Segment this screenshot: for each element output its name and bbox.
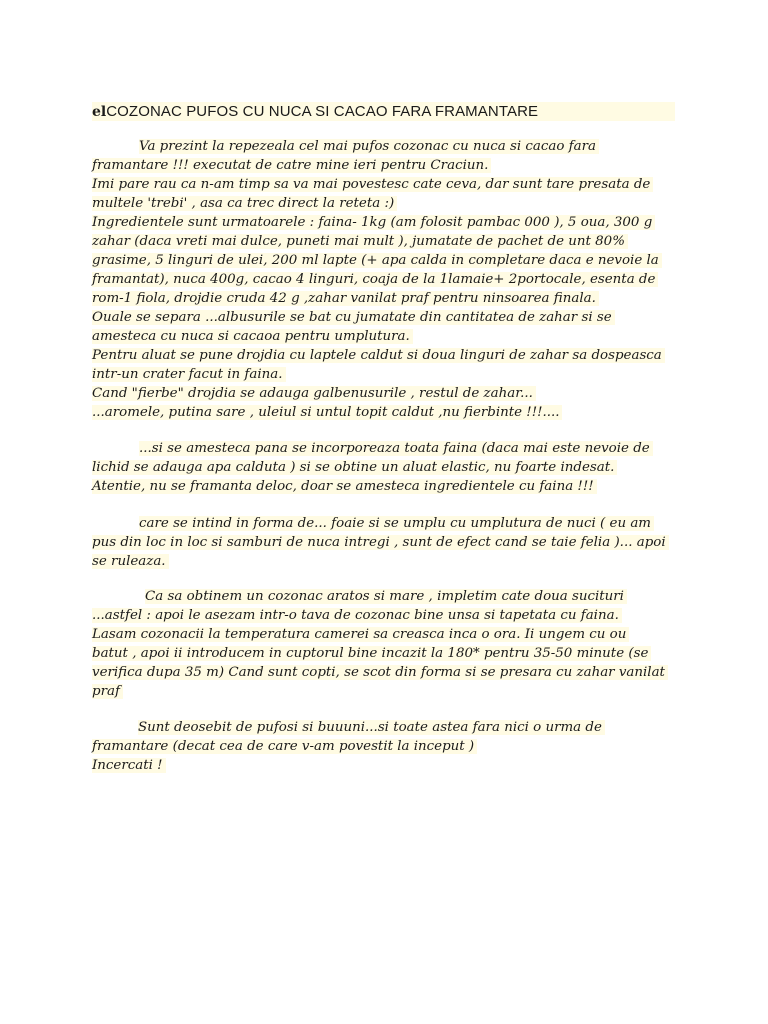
text-line: verifica dupa 35 m) Cand sunt copti, se scot din forma si se presara cu zahar vanilat — [92, 663, 692, 682]
text-line: framantare !!! executat de catre mine ieri pentru Craciun. — [92, 156, 692, 175]
text-line: amesteca cu nuca si cacaoa pentru umplutura. — [92, 327, 692, 346]
text-line: lichid se adauga apa calduta ) si se obtine un aluat elastic, nu foarte indesat. — [92, 458, 692, 477]
text-line: framantare (decat cea de care v-am povestit la inceput ) — [92, 737, 692, 756]
text-line: multele 'trebi' , asa ca trec direct la reteta :) — [92, 194, 692, 213]
text-line: Incercati ! — [92, 756, 692, 775]
text-line: Imi pare rau ca n-am timp sa va mai povestesc cate ceva, dar sunt tare presata de — [92, 175, 692, 194]
text-line: Sunt deosebit de pufosi si buuuni...si toate astea fara nici o urma de — [92, 718, 692, 737]
text-line: zahar (daca vreti mai dulce, puneti mai mult ), jumatate de pachet de unt 80% — [92, 232, 692, 251]
paragraph-conclusion — [92, 718, 692, 775]
text-line: framantat), nuca 400g, cacao 4 linguri, coaja de la 1lamaie+ 2portocale, esenta de — [92, 270, 692, 289]
text-line: praf — [92, 682, 692, 701]
document-title — [92, 102, 675, 121]
paragraph-mixing — [92, 439, 692, 496]
paragraph-intro — [92, 137, 692, 422]
text-line: ...astfel : apoi le asezam intr-o tava de cozonac bine unsa si tapetata cu faina. — [92, 606, 692, 625]
text-line: se ruleaza. — [92, 552, 692, 571]
text-line: Atentie, nu se framanta deloc, doar se amesteca ingredientele cu faina !!! — [92, 477, 692, 496]
text-line: Ca sa obtinem un cozonac aratos si mare , impletim cate doua suciturі — [92, 587, 692, 606]
text-line: Lasam cozonacii la temperatura camerei sa creasca inca o ora. Ii ungem cu ou — [92, 625, 692, 644]
text-line: ...aromele, putina sare , uleiul si untul topit caldut ,nu fierbinte !!!.... — [92, 403, 692, 422]
title-text: COZONAC PUFOS CU NUCA SI CACAO FARA FRAMANTARE — [106, 103, 539, 120]
text-line: ...si se amesteca pana se incorporeaza toata faina (daca mai este nevoie de — [92, 439, 692, 458]
paragraph-baking — [92, 587, 692, 701]
paragraph-filling — [92, 514, 692, 571]
text-line: Ouale se separa ...albusurile se bat cu jumatate din cantitatea de zahar si se — [92, 308, 692, 327]
text-line: batut , apoi ii introducem in cuptorul bine incazit la 180* pentru 35-50 minute (se — [92, 644, 692, 663]
text-line: rom-1 fiola, drojdie cruda 42 g ,zahar vanilat praf pentru ninsoarea finala. — [92, 289, 692, 308]
text-line: grasime, 5 linguri de ulei, 200 ml lapte (+ apa calda in completare daca e nevoie la — [92, 251, 692, 270]
text-line: intr-un crater facut in faina. — [92, 365, 692, 384]
text-line: pus din loc in loc si samburi de nuca intregi , sunt de efect cand se taie felia )... apoi — [92, 533, 692, 552]
text-line: Ingredientele sunt urmatoarele : faina- 1kg (am folosit pambac 000 ), 5 oua, 300 g — [92, 213, 692, 232]
title-lead: el — [92, 104, 107, 120]
text-line: Va prezint la repezeala cel mai pufos cozonac cu nuca si cacao fara — [92, 137, 692, 156]
text-line: Pentru aluat se pune drojdia cu laptele caldut si doua linguri de zahar sa dospeasca — [92, 346, 692, 365]
text-line: care se intind in forma de... foaie si se umplu cu umplutura de nuci ( eu am — [92, 514, 692, 533]
text-line: Cand "fierbe" drojdia se adauga galbenusurile , restul de zahar... — [92, 384, 692, 403]
